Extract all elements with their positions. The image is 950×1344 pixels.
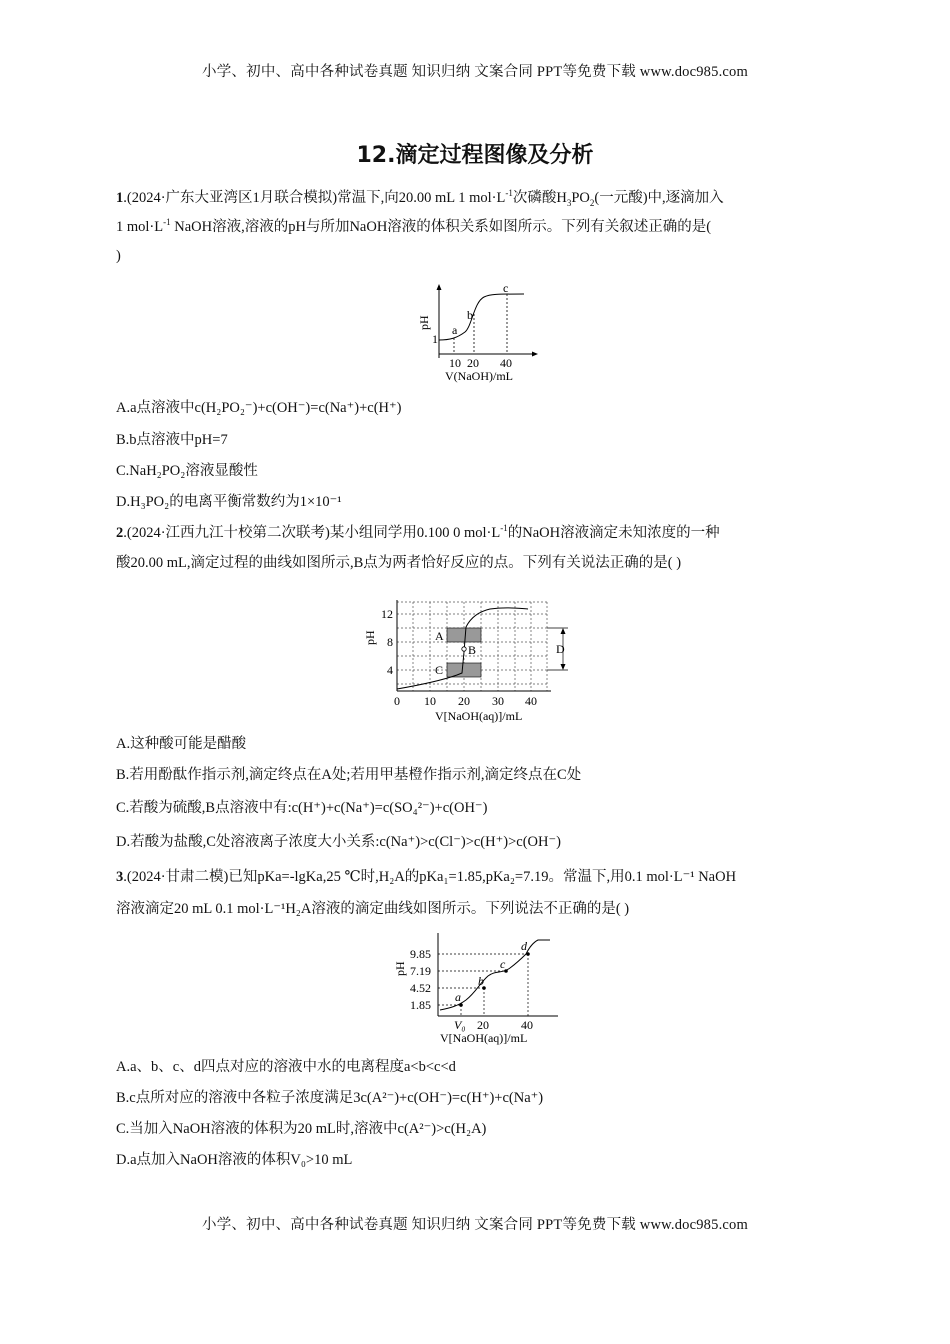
q1-point-b: b [467,308,473,322]
q2-x-tick-30: 30 [492,694,504,708]
q3-x-label: V[NaOH(aq)]/mL [440,1031,528,1045]
q3-option-a: A.a、b、c、d四点对应的溶液中水的电离程度a<b<c<d [116,1059,456,1075]
q2-x-tick-40: 40 [525,694,537,708]
q1-y-label: pH [417,315,431,330]
q3-y-tick-985: 9.85 [410,947,431,961]
q2-option-c: C.若酸为硫酸,B点溶液中有:c(H⁺)+c(Na⁺)=c(SO₄²⁻)+c(OH⁻) [116,800,488,816]
q2-x-tick-20: 20 [458,694,470,708]
q1-option-d: D.H₃PO₂的电离平衡常数约为1×10⁻¹ [116,494,342,510]
q2-stem-line2: 酸20.00 mL,滴定过程的曲线如图所示,B点为两者恰好反应的点。下列有关说法正确的是( ) [116,555,682,571]
q3-x-tick-v0: V₀ [454,1018,466,1032]
q2-box-A [447,628,481,642]
q1-y-tick-1: 1 [432,332,438,346]
q1-x-tick-20: 20 [467,356,479,370]
q3-option-c: C.当加入NaOH溶液的体积为20 mL时,溶液中c(A²⁻)>c(H₂A) [116,1121,487,1137]
q2-chart [365,597,585,727]
q2-y-tick-12: 12 [381,607,393,621]
q3-chart [388,928,563,1046]
q3-point-c: c [500,957,506,971]
page-title: 12.滴定过程图像及分析 [356,143,594,168]
q2-x-tick-10: 10 [424,694,436,708]
q3-point-a: a [455,990,461,1004]
q3-stem-line2: 溶液滴定20 mL 0.1 mol·L⁻¹H₂A溶液的滴定曲线如图所示。下列说法不正确的是( ) [116,901,630,917]
q1-option-c: C.NaH₂PO₂溶液显酸性 [116,463,258,479]
q3-point-d: d [521,939,527,953]
q1-x-label: V(NaOH)/mL [445,369,513,383]
q2-y-tick-8: 8 [387,635,393,649]
q1-option-a: A.a点溶液中c(H₂PO₂⁻)+c(OH⁻)=c(Na⁺)+c(H⁺) [116,400,402,416]
q1-point-a: a [452,323,458,337]
q2-y-label: pH [363,630,377,645]
q3-y-tick-452: 4.52 [410,981,431,995]
q2-box-C [447,663,481,677]
q1-point-c: c [503,281,509,295]
q1-stem-line1: 1.(2024·广东大亚湾区1月联合模拟)常温下,向20.00 mL 1 $mol\cdot L^{-1}$次磷酸$H_3PO_2$(一元酸)中,逐滴加入 [116,188,724,208]
q2-x-tick-0: 0 [394,694,400,708]
q3-y-tick-719: 7.19 [410,964,431,978]
q1-option-b: B.b点溶液中pH=7 [116,432,228,448]
q3-stem-line1: 3.(2024·甘肃二模)已知pKa=-lgKa,25 ℃时,H₂A的pKa₁=1.85,pKa₂=7.19。常温下,用0.1 mol·L⁻¹ NaOH [116,869,737,885]
q1-x-tick-40: 40 [500,356,512,370]
q2-option-b: B.若用酚酞作指示剂,滴定终点在A处;若用甲基橙作指示剂,滴定终点在C处 [116,767,582,783]
q1-stem-line3: ) [116,248,121,264]
q3-option-b: B.c点所对应的溶液中各粒子浓度满足3c(A²⁻)+c(OH⁻)=c(H⁺)+c(Na⁺) [116,1090,544,1106]
q3-point-b: b [478,974,484,988]
q2-stem-line1: 2.(2024·江西九江十校第二次联考)某小组同学用0.100 0 $mol\cdot L^{-1}$的NaOH溶液滴定未知浓度的一种 [116,523,720,541]
q3-option-d: D.a点加入NaOH溶液的体积V₀>10 mL [116,1152,353,1168]
q2-option-d: D.若酸为盐酸,C处溶液离子浓度大小关系:c(Na⁺)>c(Cl⁻)>c(H⁺)>c(OH⁻) [116,834,561,850]
q2-label-C: C [435,663,444,677]
q3-x-tick-40: 40 [521,1018,533,1032]
q3-y-label: pH [393,961,407,976]
q3-y-tick-185: 1.85 [410,998,431,1012]
q2-label-D: D [556,642,565,656]
q1-stem-line2: 1 $mol\cdot L^{-1}$ NaOH溶液,溶液的pH与所加NaOH溶液的体积关系如图所示。下列有关叙述正确的是( [116,217,712,235]
page-header: 小学、初中、高中各种试卷真题 知识归纳 文案合同 PPT等免费下载 www.doc985.com [202,64,748,80]
q2-label-A: A [435,629,444,643]
q2-option-a: A.这种酸可能是醋酸 [116,736,247,752]
q1-chart [412,280,542,385]
q1-x-tick-10: 10 [449,356,461,370]
q2-y-tick-4: 4 [387,663,393,677]
q3-x-tick-20: 20 [477,1018,489,1032]
q2-label-B: B [468,643,477,657]
q2-x-label: V[NaOH(aq)]/mL [435,709,523,723]
page-footer: 小学、初中、高中各种试卷真题 知识归纳 文案合同 PPT等免费下载 www.doc985.com [202,1217,748,1233]
